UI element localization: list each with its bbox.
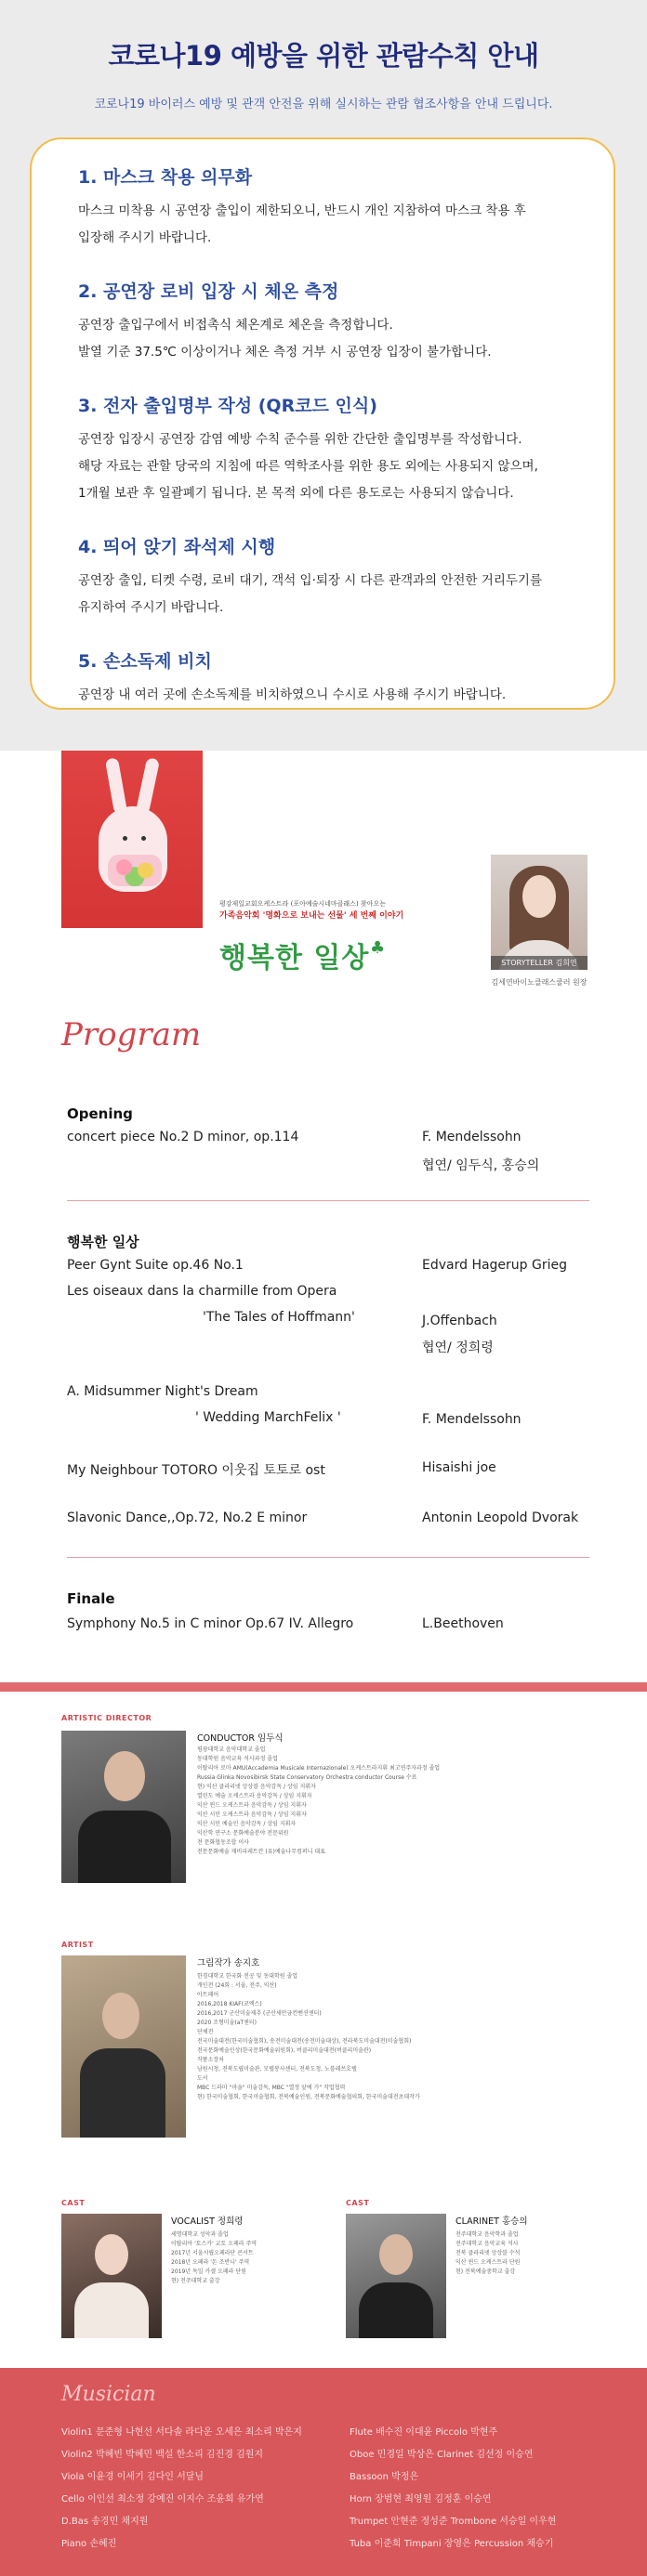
rule-text: 입장해 주시기 바랍니다. bbox=[78, 230, 212, 245]
piece-subtitle: ' Wedding MarchFelix ' bbox=[195, 1410, 341, 1425]
poster-caption: 평강제일교회오케스트라 (포아예술시네마클래스) 찾아오는 bbox=[219, 900, 386, 908]
rule-sanitizer bbox=[78, 647, 574, 709]
rule-text: 유지하여 주시기 바랍니다. bbox=[78, 600, 224, 615]
divider bbox=[67, 1557, 589, 1558]
vocalist-photo bbox=[61, 2214, 162, 2338]
composer-name: J.Offenbach bbox=[422, 1314, 497, 1328]
section-title-opening: Opening bbox=[67, 1105, 133, 1122]
musician-line: Violin2 박혜빈 박혜민 백설 한소리 김진경 김원지 bbox=[61, 2450, 264, 2460]
notice-title: 코로나19 예방을 위한 관람수칙 안내 bbox=[108, 40, 539, 72]
musician-line: Viola 이윤경 이세기 김다인 서달님 bbox=[61, 2472, 205, 2482]
painter-bio: 한경대학교 한국화 전공 및 동대학원 졸업 개인전 (24회 : 서울, 전주, 익산) 아트페어 2016,2018 KIAF(코엑스) 2016,2017 군산미술제추 (군산새만금컨벤션센터) 2020 조형미술(aT센터) 단체전 전국미술대전(한국미술협회), 송전미술대전(송전미술대상), 전라북도미술대전(미술협회) 전국문화예술인상(한국문화예술위원회), 버클리미술대전(버클리미술관) 작품소장처 남원시청, 전북도립미술관, 모텔봉사센터, 전북도청, 노블레쓰호텔 도서 MBC 드라마 "마을" 미술감독, MBC "열정 앞에 가" 작업협력 현) 한국미술협회, 한국미술협회, 전북예술인원, 전북문화예술협의회, 한국미술대전초대작가 bbox=[197, 1973, 420, 2100]
conductor-bio: 평광대학교 음악대학교 졸업 동대학원 음악교육 석사과정 졸업 이탈리아 로마 AMU(Accademia Musicale Internazionale) 오케스트라지휘 최고연주자과정 졸업 Russia Glinka Novosibirsk State Conservatory Orchestra conductor Course 수료 현) 익산 클라리넷 앙상블 음악감독 / 상임 지휘자 열린도 예술 오케스트라 음악감독 / 상임 지휘자 익산 윈드 오케스트라 음악감독 / 상임 지휘자 익산 시민 오케스트라 음악감독 / 상임 지휘자 익산 시민 예술인 음악감독 / 상임 지휘자 익산학 연구소 문화예술분야 전문위원 전 문화협동조합 이사 전문문화예술 재비피레트칸 (유)예술나무컴퍼니 대표 bbox=[197, 1746, 441, 1855]
piece-title: Slavonic Dance,,Op.72, No.2 E minor bbox=[67, 1510, 308, 1525]
rule-text: 공연장 출입구에서 비접촉식 체온계로 체온을 측정합니다. bbox=[78, 318, 393, 333]
clarinetist-bio: 전주대학교 음악학과 졸업 전주대학교 음악교육 석사 전북 클라리넷 앙상블 수석 익산 윈드 오케스트라 단원 현) 전북예술중학교 출강 bbox=[456, 2231, 521, 2275]
storyteller-label: STORYTELLER 김희연 bbox=[491, 956, 588, 970]
piece-title: concert piece No.2 D minor, op.114 bbox=[67, 1130, 299, 1144]
section-title-finale: Finale bbox=[67, 1590, 115, 1607]
musician-line: Piano 손혜진 bbox=[61, 2539, 117, 2549]
rule-heading: 2. 공연장 로비 입장 시 체온 측정 bbox=[78, 281, 339, 302]
covid-notice bbox=[0, 0, 647, 751]
rule-text: 공연장 출입, 티켓 수령, 로비 대기, 객석 입·퇴장 시 다른 관객과의 안전한 거리두기를 bbox=[78, 573, 543, 588]
piece-title: Peer Gynt Suite op.46 No.1 bbox=[67, 1258, 244, 1273]
musician-line: Horn 장범현 최영원 김정훈 이승연 bbox=[350, 2494, 492, 2504]
notice-subtitle: 코로나19 바이러스 예방 및 관객 안전을 위해 실시하는 관람 협조사항을 안내 드립니다. bbox=[94, 98, 553, 111]
composer-name: Antonin Leopold Dvorak bbox=[422, 1510, 579, 1525]
musician-line: Violin1 문준형 나현선 서다솔 라다운 오세은 최소리 박은지 bbox=[61, 2427, 302, 2438]
rule-text: 공연장 내 여러 곳에 손소독제를 비치하였으니 수시로 사용해 주시기 바랍니다. bbox=[78, 687, 507, 702]
rule-mask bbox=[78, 163, 574, 252]
musician-line: D.Bas 송경민 채지원 bbox=[61, 2517, 149, 2527]
rule-qr-registry bbox=[78, 392, 574, 507]
poster-illustration bbox=[61, 751, 203, 928]
musician-section bbox=[0, 2368, 647, 2576]
section-label-cast: CAST bbox=[61, 2199, 86, 2207]
program-section bbox=[0, 751, 647, 1682]
clarinetist-photo bbox=[346, 2214, 446, 2338]
musician-line: Bassoon 박정은 bbox=[350, 2472, 419, 2482]
composer-name: F. Mendelssohn bbox=[422, 1130, 522, 1144]
conductor-name: CONDUCTOR 임두식 bbox=[197, 1733, 284, 1744]
section-label-artist: ARTIST bbox=[61, 1941, 94, 1949]
rule-text: 1개월 보관 후 일괄폐기 됩니다. 본 목적 외에 다른 용도로는 사용되지 않습니다. bbox=[78, 486, 514, 501]
rule-heading: 3. 전자 출입명부 작성 (QR코드 인식) bbox=[78, 396, 377, 416]
composer-name: Hisaishi joe bbox=[422, 1460, 496, 1475]
rule-heading: 4. 띄어 앉기 좌석제 시행 bbox=[78, 537, 276, 557]
rule-distancing bbox=[78, 533, 574, 621]
painter-photo bbox=[61, 1955, 186, 2138]
notice-rules-box bbox=[30, 137, 615, 710]
composer-name: F. Mendelssohn bbox=[422, 1412, 522, 1427]
rule-heading: 1. 마스크 착용 의무화 bbox=[78, 167, 253, 188]
piece-subtitle: 'The Tales of Hoffmann' bbox=[203, 1310, 355, 1325]
clarinetist-name: CLARINET 홍승의 bbox=[456, 2216, 528, 2227]
musician-line: Trumpet 안현준 정성준 Trombone 서승일 이우현 bbox=[350, 2517, 557, 2527]
rule-text: 마스크 미착용 시 공연장 출입이 제한되오니, 반드시 개인 지참하여 마스크 착용 후 bbox=[78, 203, 526, 218]
section-title-main: 행복한 일상 bbox=[67, 1234, 139, 1250]
storyteller-photo bbox=[491, 855, 588, 970]
clover-icon: ♣ bbox=[370, 938, 386, 958]
poster-title: 행복한 일상 bbox=[219, 942, 370, 974]
musician-line: Tuba 이준희 Timpani 장영은 Percussion 채승기 bbox=[350, 2539, 554, 2549]
vocalist-name: VOCALIST 정희령 bbox=[171, 2216, 244, 2227]
musician-heading: Musician bbox=[61, 2383, 156, 2406]
storyteller-caption: 김세연바이노클래스쿨러 원장 bbox=[491, 978, 588, 987]
vocalist-bio: 세명대학교 성악과 졸업 이탈리아 '토스카' 교토 오페라 주역 2017년 서울시립오페라단 콘서트 2018년 오페라 '돈 조반니' 주역 2019년 독일 카셀 오페라 단원 현) 전주대학교 출강 bbox=[171, 2231, 257, 2284]
soloist-credit: 협연/ 임두식, 홍승의 bbox=[422, 1158, 540, 1173]
artists-section bbox=[0, 1682, 647, 2368]
musician-line: Cello 이인선 최소정 강예진 이지수 조윤희 유가연 bbox=[61, 2494, 264, 2504]
painter-name: 그림작가 송지호 bbox=[197, 1958, 260, 1968]
section-label-director: ARTISTIC DIRECTOR bbox=[61, 1714, 152, 1722]
program-heading: Program bbox=[61, 1016, 202, 1053]
piece-title: A. Midsummer Night's Dream bbox=[67, 1384, 258, 1399]
musician-line: Flute 배수진 이대윤 Piccolo 박현주 bbox=[350, 2427, 498, 2438]
soloist-credit: 협연/ 정희령 bbox=[422, 1340, 494, 1355]
rule-text: 해당 자료는 관할 당국의 지침에 따른 역학조사를 위한 용도 외에는 사용되지 않으며, bbox=[78, 459, 538, 474]
composer-name: L.Beethoven bbox=[422, 1616, 504, 1631]
divider bbox=[67, 1200, 589, 1201]
conductor-photo bbox=[61, 1731, 186, 1883]
rule-text: 공연장 입장시 공연장 감염 예방 수칙 준수를 위한 간단한 출입명부를 작성합니다. bbox=[78, 432, 522, 447]
piece-title: Les oiseaux dans la charmille from Opera bbox=[67, 1284, 337, 1299]
piece-title: My Neighbour TOTORO 이웃집 토토로 ost bbox=[67, 1463, 325, 1478]
musician-line: Oboe 민경일 박상은 Clarinet 김선정 이승연 bbox=[350, 2450, 534, 2460]
rule-heading: 5. 손소독제 비치 bbox=[78, 651, 212, 672]
piece-title: Symphony No.5 in C minor Op.67 IV. Allegro bbox=[67, 1616, 354, 1631]
section-label-cast: CAST bbox=[346, 2199, 370, 2207]
poster-subtitle: 가족음악회 '명화으로 보내는 선물' 세 번째 이야기 bbox=[219, 911, 404, 921]
rule-text: 발열 기준 37.5℃ 이상이거나 체온 측정 거부 시 공연장 입장이 불가합니다. bbox=[78, 345, 492, 360]
composer-name: Edvard Hagerup Grieg bbox=[422, 1258, 568, 1273]
rule-temperature bbox=[78, 278, 574, 366]
